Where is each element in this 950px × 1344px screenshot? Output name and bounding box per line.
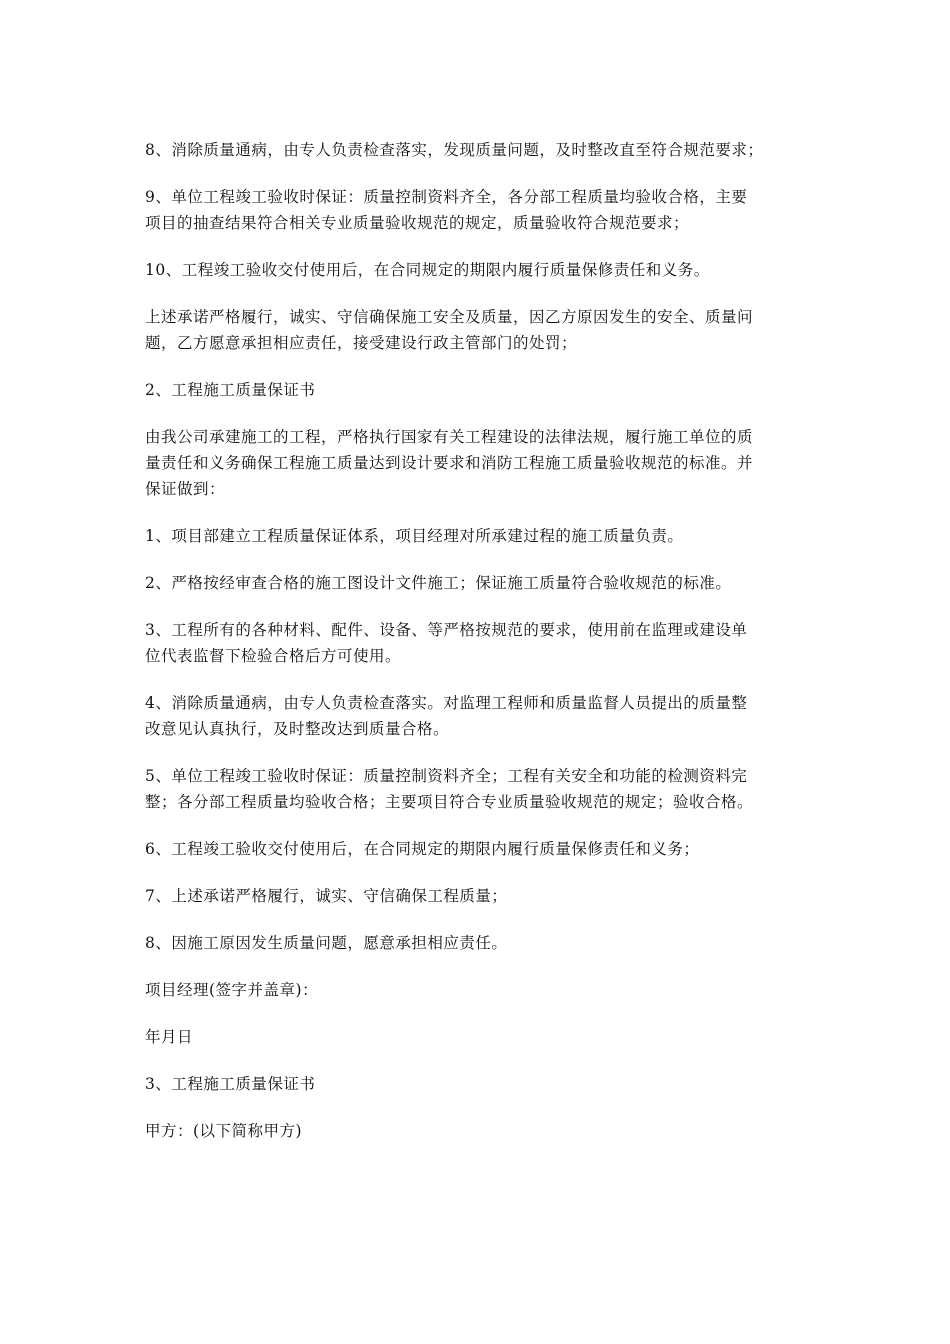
text-line: 整；各分部工程质量均验收合格；主要项目符合专业质量验收规范的规定；验收合格。 [145, 793, 754, 811]
paragraph [145, 377, 810, 403]
paragraph [145, 1071, 810, 1097]
text-line: 题，乙方愿意承担相应责任，接受建设行政主管部门的处罚； [145, 334, 578, 352]
paragraph [145, 930, 810, 956]
paragraph [145, 690, 810, 742]
text-line: 5、单位工程竣工验收时保证：质量控制资料齐全；工程有关安全和功能的检测资料完 [145, 767, 748, 785]
text-line: 3、工程所有的各种材料、配件、设备、等严格按规范的要求，使用前在监理或建设单 [145, 621, 748, 639]
text-line: 8、消除质量通病，由专人负责检查落实，发现质量问题，及时整改直至符合规范要求； [145, 141, 764, 159]
paragraph [145, 424, 810, 502]
text-line: 1、项目部建立工程质量保证体系，项目经理对所承建过程的施工质量负责。 [145, 527, 684, 545]
paragraph [145, 137, 810, 163]
text-line: 项目经理(签字并盖章)： [145, 981, 319, 999]
text-line: 3、工程施工质量保证书 [145, 1075, 316, 1093]
text-line: 2、严格按经审查合格的施工图设计文件施工；保证施工质量符合验收规范的标准。 [145, 574, 732, 592]
text-line: 8、因施工原因发生质量问题，愿意承担相应责任。 [145, 934, 508, 952]
text-line: 量责任和义务确保工程施工质量达到设计要求和消防工程施工质量验收规范的标准。并 [145, 454, 754, 472]
document-body [145, 137, 810, 1165]
text-line: 改意见认真执行，及时整改达到质量合格。 [145, 720, 450, 738]
text-line: 项目的抽查结果符合相关专业质量验收规范的规定，质量验收符合规范要求； [145, 214, 690, 232]
text-line: 位代表监督下检验合格后方可使用。 [145, 647, 402, 665]
text-line: 年月日 [145, 1028, 194, 1046]
text-line: 甲方：(以下简称甲方) [145, 1122, 303, 1140]
paragraph [145, 763, 810, 815]
text-line: 保证做到： [145, 480, 226, 498]
paragraph [145, 883, 810, 909]
text-line: 6、工程竣工验收交付使用后，在合同规定的期限内履行质量保修责任和义务； [145, 840, 700, 858]
text-line: 9、单位工程竣工验收时保证：质量控制资料齐全，各分部工程质量均验收合格，主要 [145, 188, 748, 206]
paragraph [145, 617, 810, 669]
paragraph [145, 1024, 810, 1050]
paragraph [145, 570, 810, 596]
paragraph [145, 304, 810, 356]
paragraph [145, 977, 810, 1003]
text-line: 4、消除质量通病，由专人负责检查落实。对监理工程师和质量监督人员提出的质量整 [145, 694, 748, 712]
text-line: 上述承诺严格履行，诚实、守信确保施工安全及质量，因乙方原因发生的安全、质量问 [145, 308, 754, 326]
text-line: 由我公司承建施工的工程，严格执行国家有关工程建设的法律法规，履行施工单位的质 [145, 428, 754, 446]
paragraph [145, 184, 810, 236]
paragraph [145, 523, 810, 549]
text-line: 10、工程竣工验收交付使用后，在合同规定的期限内履行质量保修责任和义务。 [145, 261, 710, 279]
paragraph [145, 836, 810, 862]
paragraph [145, 257, 810, 283]
text-line: 7、上述承诺严格履行，诚实、守信确保工程质量； [145, 887, 508, 905]
paragraph [145, 1118, 810, 1144]
text-line: 2、工程施工质量保证书 [145, 381, 316, 399]
